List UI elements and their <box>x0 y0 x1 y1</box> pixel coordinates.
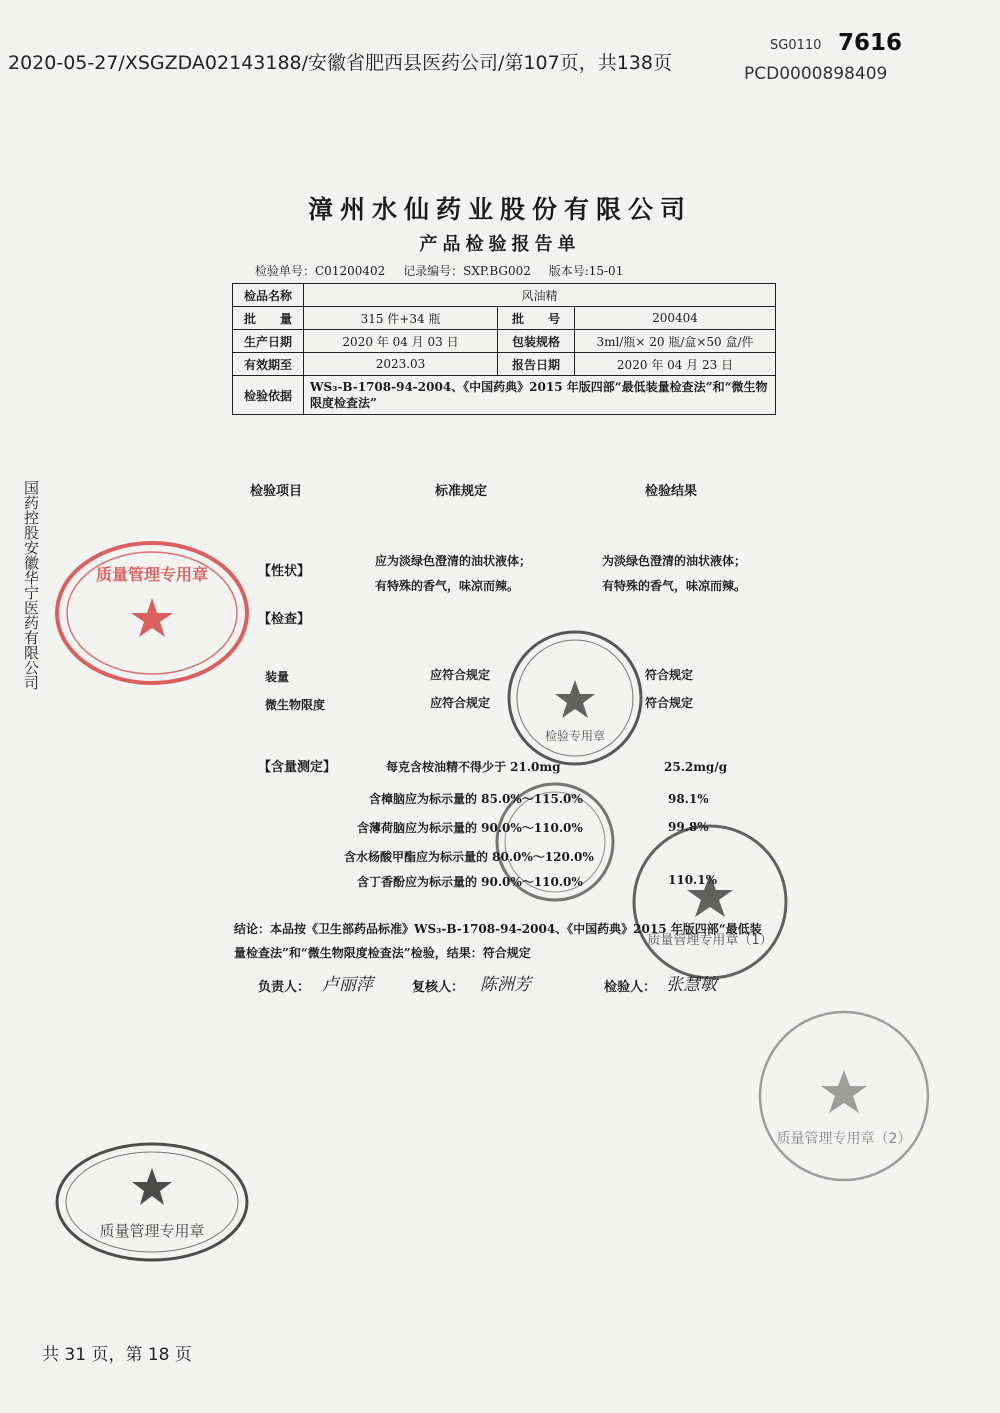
record-number: 记录编号：SXP.BG002 <box>403 264 531 278</box>
check-standard: 应符合规定 <box>430 668 491 682</box>
code-pcd: PCD0000898409 <box>744 64 888 84</box>
code-small: SG0110 <box>770 38 822 53</box>
page-footer: 共 31 页，第 18 页 <box>42 1345 192 1365</box>
overlap-stamp <box>493 780 618 905</box>
jiuzhou-stamp-1-label: 质量管理专用章（1） <box>647 933 773 948</box>
inspection-stamp <box>505 628 645 768</box>
production-date: 2020 年 04 月 03 日 <box>304 330 498 353</box>
report-date: 2020 年 04 月 23 日 <box>575 353 776 376</box>
huaning-stamp <box>52 1140 252 1265</box>
pack-label: 包装规格 <box>498 330 575 353</box>
appearance-standard-1: 应为淡绿色澄清的油状液体； <box>375 554 532 568</box>
assay-standard: 含薄荷脑应为标示量的 90.0%～110.0% <box>357 821 583 835</box>
star-icon <box>132 1168 172 1205</box>
assay-standard: 含丁香酚应为标示量的 90.0%～110.0% <box>357 875 583 889</box>
col-result: 检验结果 <box>645 484 698 499</box>
batch-label: 批 号 <box>498 307 575 330</box>
check-item: 微生物限度 <box>265 698 326 712</box>
jiuzhou-stamp-2-label: 质量管理专用章（2） <box>776 1131 912 1147</box>
appearance-result-2: 有特殊的香气，味凉而辣。 <box>602 579 747 593</box>
name-label: 检品名称 <box>233 284 304 307</box>
exp-label: 有效期至 <box>233 353 304 376</box>
col-item: 检验项目 <box>250 484 303 499</box>
reviewer-signature: 陈洲芳 <box>480 975 531 995</box>
jiuzhou-stamp-1 <box>630 822 790 982</box>
jiuzhou-stamp-2 <box>756 1008 932 1184</box>
conclusion-line-2: 量检查法”和“微生物限度检查法”检验，结果：符合规定 <box>234 946 531 960</box>
info-table <box>232 283 776 415</box>
batch-number: 200404 <box>575 307 776 330</box>
inspector-label: 检验人： <box>604 980 657 995</box>
appearance-standard-2: 有特殊的香气，味凉而辣。 <box>375 579 520 593</box>
test-basis: WS₃-B-1708-94-2004、《中国药典》2015 年版四部“最低装量检查法”和“微生物限度检查法” <box>304 376 776 415</box>
reviewer-label: 复核人： <box>412 980 465 995</box>
star-icon <box>821 1070 867 1113</box>
quantity: 315 件+34 瓶 <box>304 307 498 330</box>
assay-standard: 含樟脑应为标示量的 85.0%～115.0% <box>369 792 583 806</box>
company-name: 漳州水仙药业股份有限公司 <box>307 195 692 224</box>
document-title: 产品检验报告单 <box>419 234 581 255</box>
inspection-stamp-label: 检验专用章 <box>544 729 606 743</box>
inspector-signature: 张慧敏 <box>666 975 717 995</box>
report-number: 检验单号：C01200402 <box>255 264 386 278</box>
check-item: 装量 <box>265 670 290 684</box>
assay-result: 99.8% <box>668 820 709 834</box>
report-meta <box>255 262 637 279</box>
version-number: 版本号:15-01 <box>548 264 624 278</box>
huaning-stamp-label: 质量管理专用章 <box>99 1222 205 1240</box>
section-appearance: 【性状】 <box>258 564 311 579</box>
appearance-result-1: 为淡绿色澄清的油状液体； <box>602 554 747 568</box>
check-result: 符合规定 <box>645 668 694 682</box>
prod-label: 生产日期 <box>233 330 304 353</box>
side-company-text: 国药控股安徽华宁医药有限公司 <box>22 480 40 690</box>
responsible-label: 负责人： <box>258 980 311 995</box>
col-standard: 标准规定 <box>435 484 488 499</box>
assay-result: 110.1% <box>668 873 717 887</box>
assay-result: 25.2mg/g <box>664 760 728 774</box>
archive-header: 2020-05-27/XSGZDA02143188/安徽省肥西县医药公司/第107页，共138页 <box>8 52 672 74</box>
responsible-signature: 卢丽萍 <box>322 975 373 995</box>
assay-standard: 每克含桉油精不得少于 21.0mg <box>386 760 561 774</box>
assay-result: 98.1% <box>668 792 709 806</box>
expiry-date: 2023.03 <box>304 353 498 376</box>
conclusion-line-1: 结论：本品按《卫生部药品标准》WS₃-B-1708-94-2004、《中国药典》2015 年版四部“最低装 <box>234 922 762 936</box>
assay-standard: 含水杨酸甲酯应为标示量的 80.0%～120.0% <box>344 850 594 864</box>
section-assay: 【含量测定】 <box>258 760 337 775</box>
star-icon <box>131 598 173 637</box>
qty-label: 批 量 <box>233 307 304 330</box>
check-result: 符合规定 <box>645 696 694 710</box>
star-icon <box>687 874 733 917</box>
product-name: 风油精 <box>304 284 776 307</box>
star-icon <box>555 680 595 718</box>
code-big: 7616 <box>838 30 903 56</box>
basis-label: 检验依据 <box>233 376 304 415</box>
report-date-label: 报告日期 <box>498 353 575 376</box>
package-spec: 3ml/瓶× 20 瓶/盒×50 盒/件 <box>575 330 776 353</box>
section-check: 【检查】 <box>258 612 311 627</box>
check-standard: 应符合规定 <box>430 696 491 710</box>
red-stamp-label: 质量管理专用章 <box>95 565 209 584</box>
red-quality-stamp <box>52 538 252 688</box>
